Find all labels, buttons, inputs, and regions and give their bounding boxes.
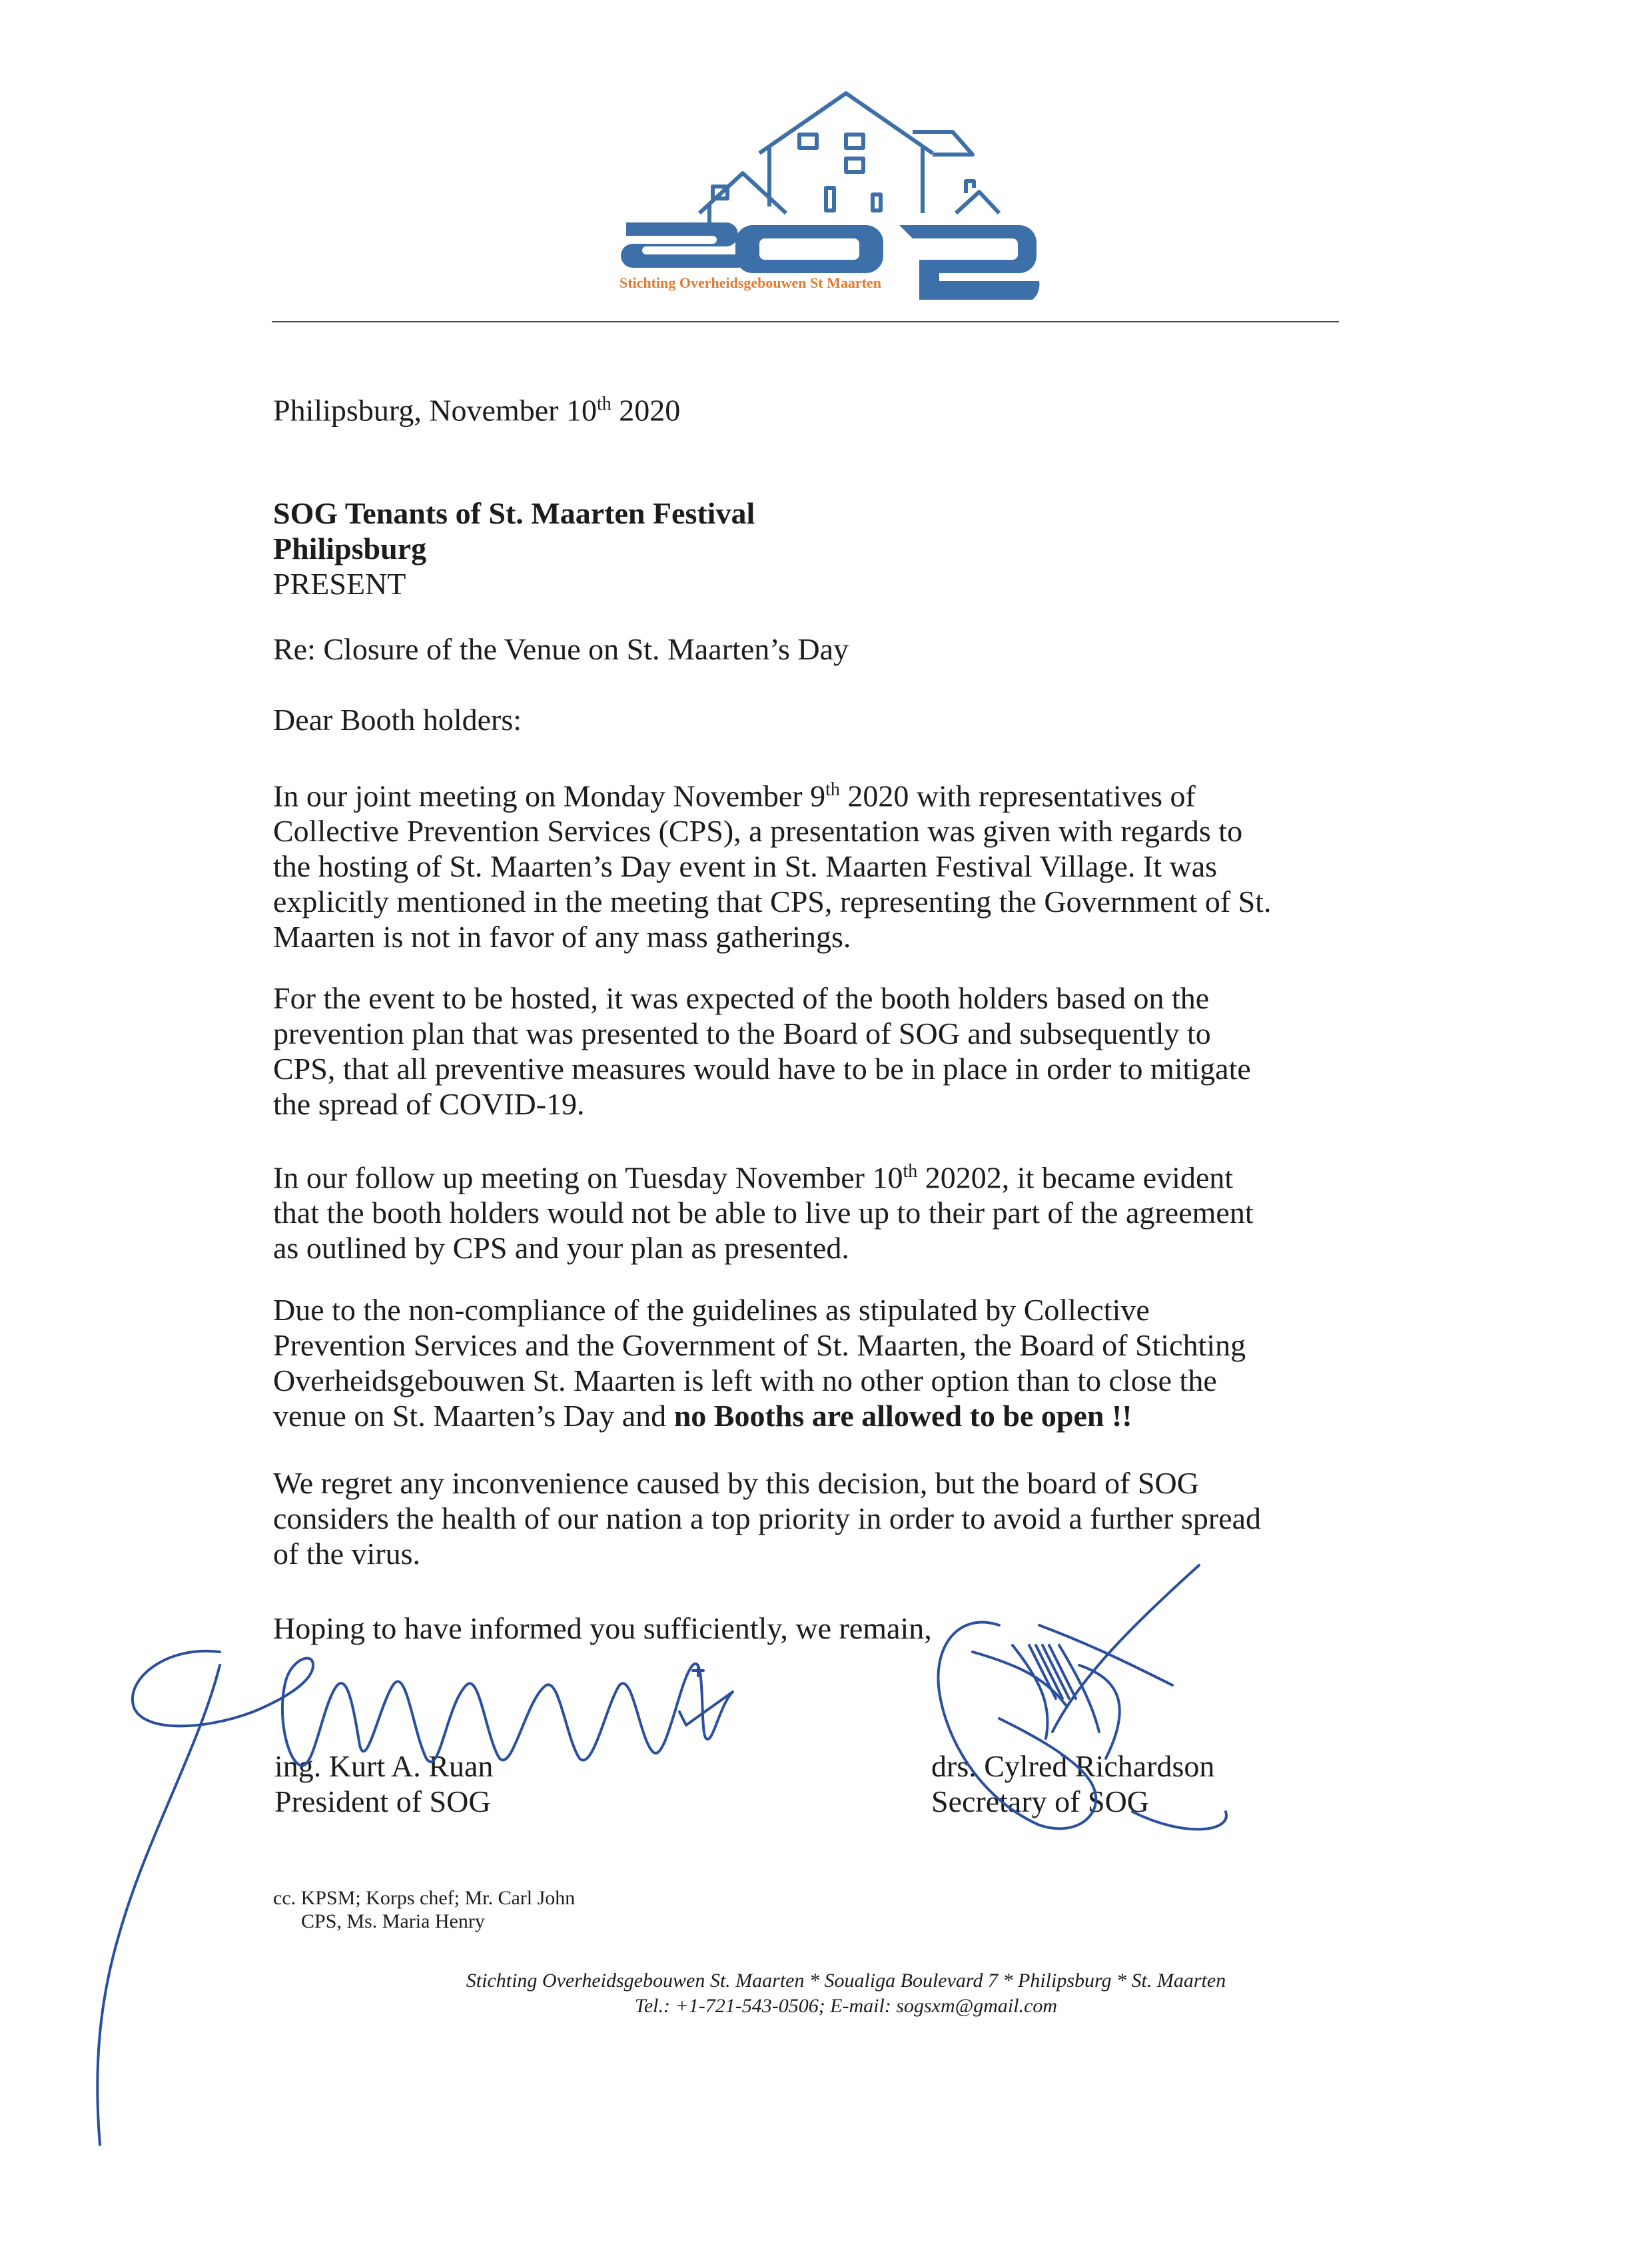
- subject-line: Re: Closure of the Venue on St. Maarten’s Day: [273, 632, 849, 666]
- p1-line-1-sup: th: [825, 779, 840, 800]
- cc-line-2: CPS, Ms. Maria Henry: [301, 1910, 485, 1932]
- paragraph-1: [273, 772, 1272, 954]
- p4-line-2: Prevention Services and the Government of St. Maarten, the Board of Stichting: [273, 1328, 1246, 1362]
- p1-line-1-post: 2020 with representatives of: [839, 779, 1196, 813]
- signature-left-cross: [693, 1665, 703, 1676]
- date-suffix: 2020: [611, 393, 681, 428]
- paragraph-4: [273, 1292, 1246, 1433]
- signatory-right-name: drs. Cylred Richardson: [931, 1749, 1215, 1783]
- p3-line-2: that the booth holders would not be able to live up to their part of the agreement: [273, 1196, 1254, 1230]
- footer: [266, 1968, 1426, 2019]
- signatory-right-title: Secretary of SOG: [931, 1784, 1150, 1818]
- paragraph-5: [273, 1465, 1261, 1571]
- p5-line-3: of the virus.: [273, 1537, 421, 1571]
- p1-line-2: Collective Prevention Services (CPS), a presentation was given with regards to: [273, 814, 1243, 849]
- date-prefix: Philipsburg, November 10: [273, 393, 597, 428]
- p4-line-4: [273, 1398, 1246, 1433]
- recipient-line-3: PRESENT: [273, 567, 406, 601]
- signatory-left-name: ing. Kurt A. Ruan: [274, 1749, 494, 1783]
- p2-line-2: prevention plan that was presented to the Board of SOG and subsequently to: [273, 1016, 1211, 1050]
- signatory-right: [931, 1748, 1214, 1819]
- p3-line-1-sup: th: [903, 1161, 918, 1182]
- recipient-block: [273, 496, 755, 601]
- p2-line-4: the spread of COVID-19.: [273, 1087, 585, 1121]
- header-divider: [272, 321, 1339, 322]
- p2-line-1: For the event to be hosted, it was expected of the booth holders based on the: [273, 981, 1210, 1015]
- recipient-line-2: Philipsburg: [273, 532, 427, 565]
- paragraph-2: [273, 980, 1251, 1122]
- p1-line-1: [273, 772, 1272, 813]
- sog-logo: [600, 80, 1079, 300]
- date-line: [273, 386, 680, 428]
- closing-line: Hoping to have informed you sufficiently, we remain,: [273, 1611, 932, 1645]
- p1-line-1-pre: In our joint meeting on Monday November 9: [273, 779, 826, 813]
- signature-right-hatching: [1029, 1645, 1076, 1698]
- p4-line-1: Due to the non-compliance of the guidelines as stipulated by Collective: [273, 1293, 1150, 1327]
- p3-line-1-post: 20202, it became evident: [917, 1160, 1234, 1195]
- p5-line-1: We regret any inconvenience caused by this decision, but the board of SOG: [273, 1466, 1199, 1500]
- p4-line-4-bold: no Booths are allowed to be open !!: [673, 1399, 1132, 1433]
- p2-line-3: CPS, that all preventive measures would have to be in place in order to mitigate: [273, 1052, 1251, 1086]
- footer-line-2: Tel.: +1-721-543-0506; E-mail: sogsxm@gmail.com: [634, 1995, 1058, 2017]
- signatory-left-title: President of SOG: [274, 1784, 491, 1818]
- p5-line-2: considers the health of our nation a top priority in order to avoid a further spread: [273, 1501, 1262, 1535]
- salutation: Dear Booth holders:: [273, 703, 522, 737]
- p1-line-3: the hosting of St. Maarten’s Day event in St. Maarten Festival Village. It was: [273, 849, 1218, 884]
- p4-line-4-pre: venue on St. Maarten’s Day and: [273, 1399, 674, 1433]
- signature-left-tail: [97, 1665, 220, 2145]
- date-sup: th: [596, 394, 612, 414]
- p3-line-1-pre: In our follow up meeting on Tuesday November 10: [273, 1160, 903, 1195]
- p4-line-3: Overheidsgebouwen St. Maarten is left with no other option than to close the: [273, 1363, 1217, 1397]
- signatory-left: [274, 1748, 493, 1819]
- recipient-line-1: SOG Tenants of St. Maarten Festival: [273, 496, 755, 530]
- paragraph-3: [273, 1154, 1254, 1266]
- cc-line-1: cc. KPSM; Korps chef; Mr. Carl John: [273, 1887, 576, 1909]
- p1-line-5: Maarten is not in favor of any mass gatherings.: [273, 920, 851, 954]
- cc-block: [273, 1886, 575, 1933]
- p3-line-3: as outlined by CPS and your plan as presented.: [273, 1231, 849, 1266]
- p3-line-1: [273, 1154, 1254, 1195]
- footer-line-1: Stichting Overheidsgebouwen St. Maarten * Soualiga Boulevard 7 * Philipsburg * St. Maarten: [466, 1970, 1226, 1992]
- p1-line-4: explicitly mentioned in the meeting that CPS, representing the Government of St.: [273, 885, 1272, 919]
- logo-subtitle: Stichting Overheidsgebouwen St Maarten: [620, 274, 881, 291]
